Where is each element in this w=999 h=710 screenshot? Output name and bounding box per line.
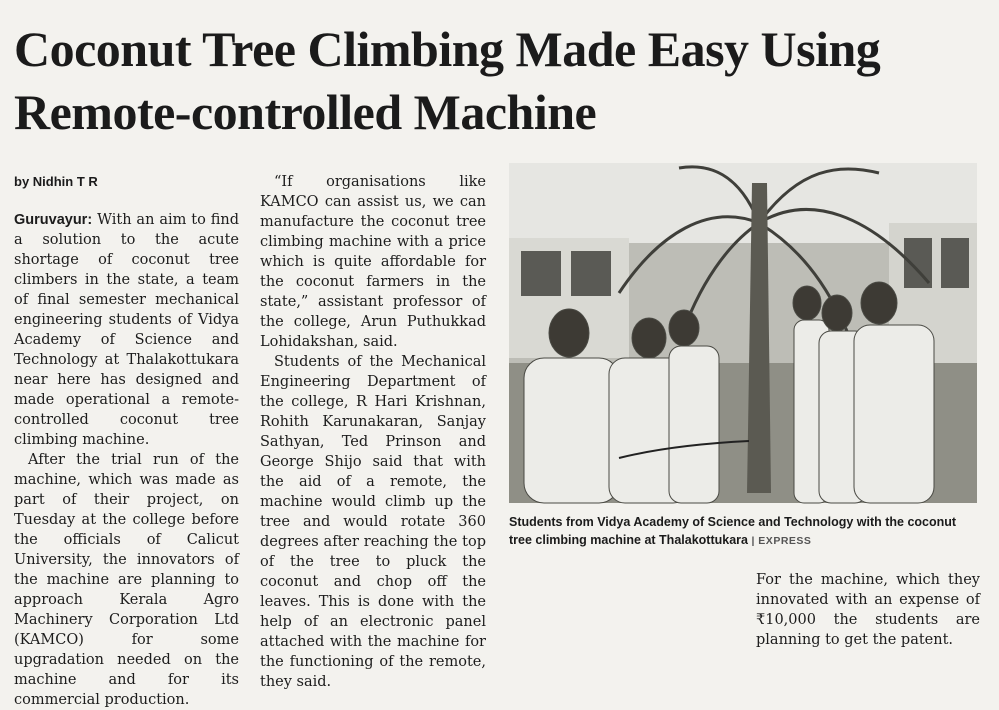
paragraph-4: Students of the Mechanical Engineering Department of the college, R Hari Krishnan, Rohith Karunakaran, Sanjay Sathyan, Ted Prinson and George Shijo said that with the aid of a remote, the machine would climb up the tree and would rotate 360 degrees after reaching the top of the tree to pluck the coconut and chop off the leaves. This is done with the help of an electronic panel attached with the machine for the functioning of the remote, they said.	[260, 354, 486, 690]
photo-credit: | EXPRESS	[751, 535, 812, 547]
dateline: Guruvayur:	[14, 212, 93, 228]
caption-text: Students from Vidya Academy of Science and Technology with the coconut tree climbing machine at Thalakottukara	[509, 515, 957, 547]
article-column-2	[260, 172, 486, 690]
paragraph-5: For the machine, which they innovated with an expense of ₹10,000 the students are planning to get the patent.	[756, 572, 980, 648]
paragraph-1	[14, 210, 239, 450]
paragraph-1-text: With an aim to find a solution to the acute shortage of coconut tree climbers in the state, a team of final semester mechanical engineering students of Vidya Academy of Science and Technology at Thalakottukara near here has designed and made operational a remote-controlled coconut tree climbing machine.	[14, 212, 239, 448]
news-photo	[509, 163, 977, 503]
photo-caption	[509, 513, 979, 550]
students-with-machine-photo	[509, 163, 977, 503]
headline: Coconut Tree Climbing Made Easy Using Remote-controlled Machine	[14, 21, 881, 140]
byline: by Nidhin T R	[14, 174, 98, 189]
paragraph-3: “If organisations like KAMCO can assist us, we can manufacture the coconut tree climbing machine with a price which is quite affordable for the coconut farmers in the state,” assistant professor of the college, Arun Puthukkad Lohidakshan, said.	[260, 174, 486, 350]
paragraph-2: After the trial run of the machine, which was made as part of their project, on Tuesday at the college before the officials of Calicut University, the innovators of the machine are planning to approach Kerala Agro Machinery Corporation Ltd (KAMCO) for some upgradation needed on the machine and for its commercial production.	[14, 452, 239, 708]
article-column-1	[14, 210, 239, 708]
article-column-4	[756, 570, 980, 650]
